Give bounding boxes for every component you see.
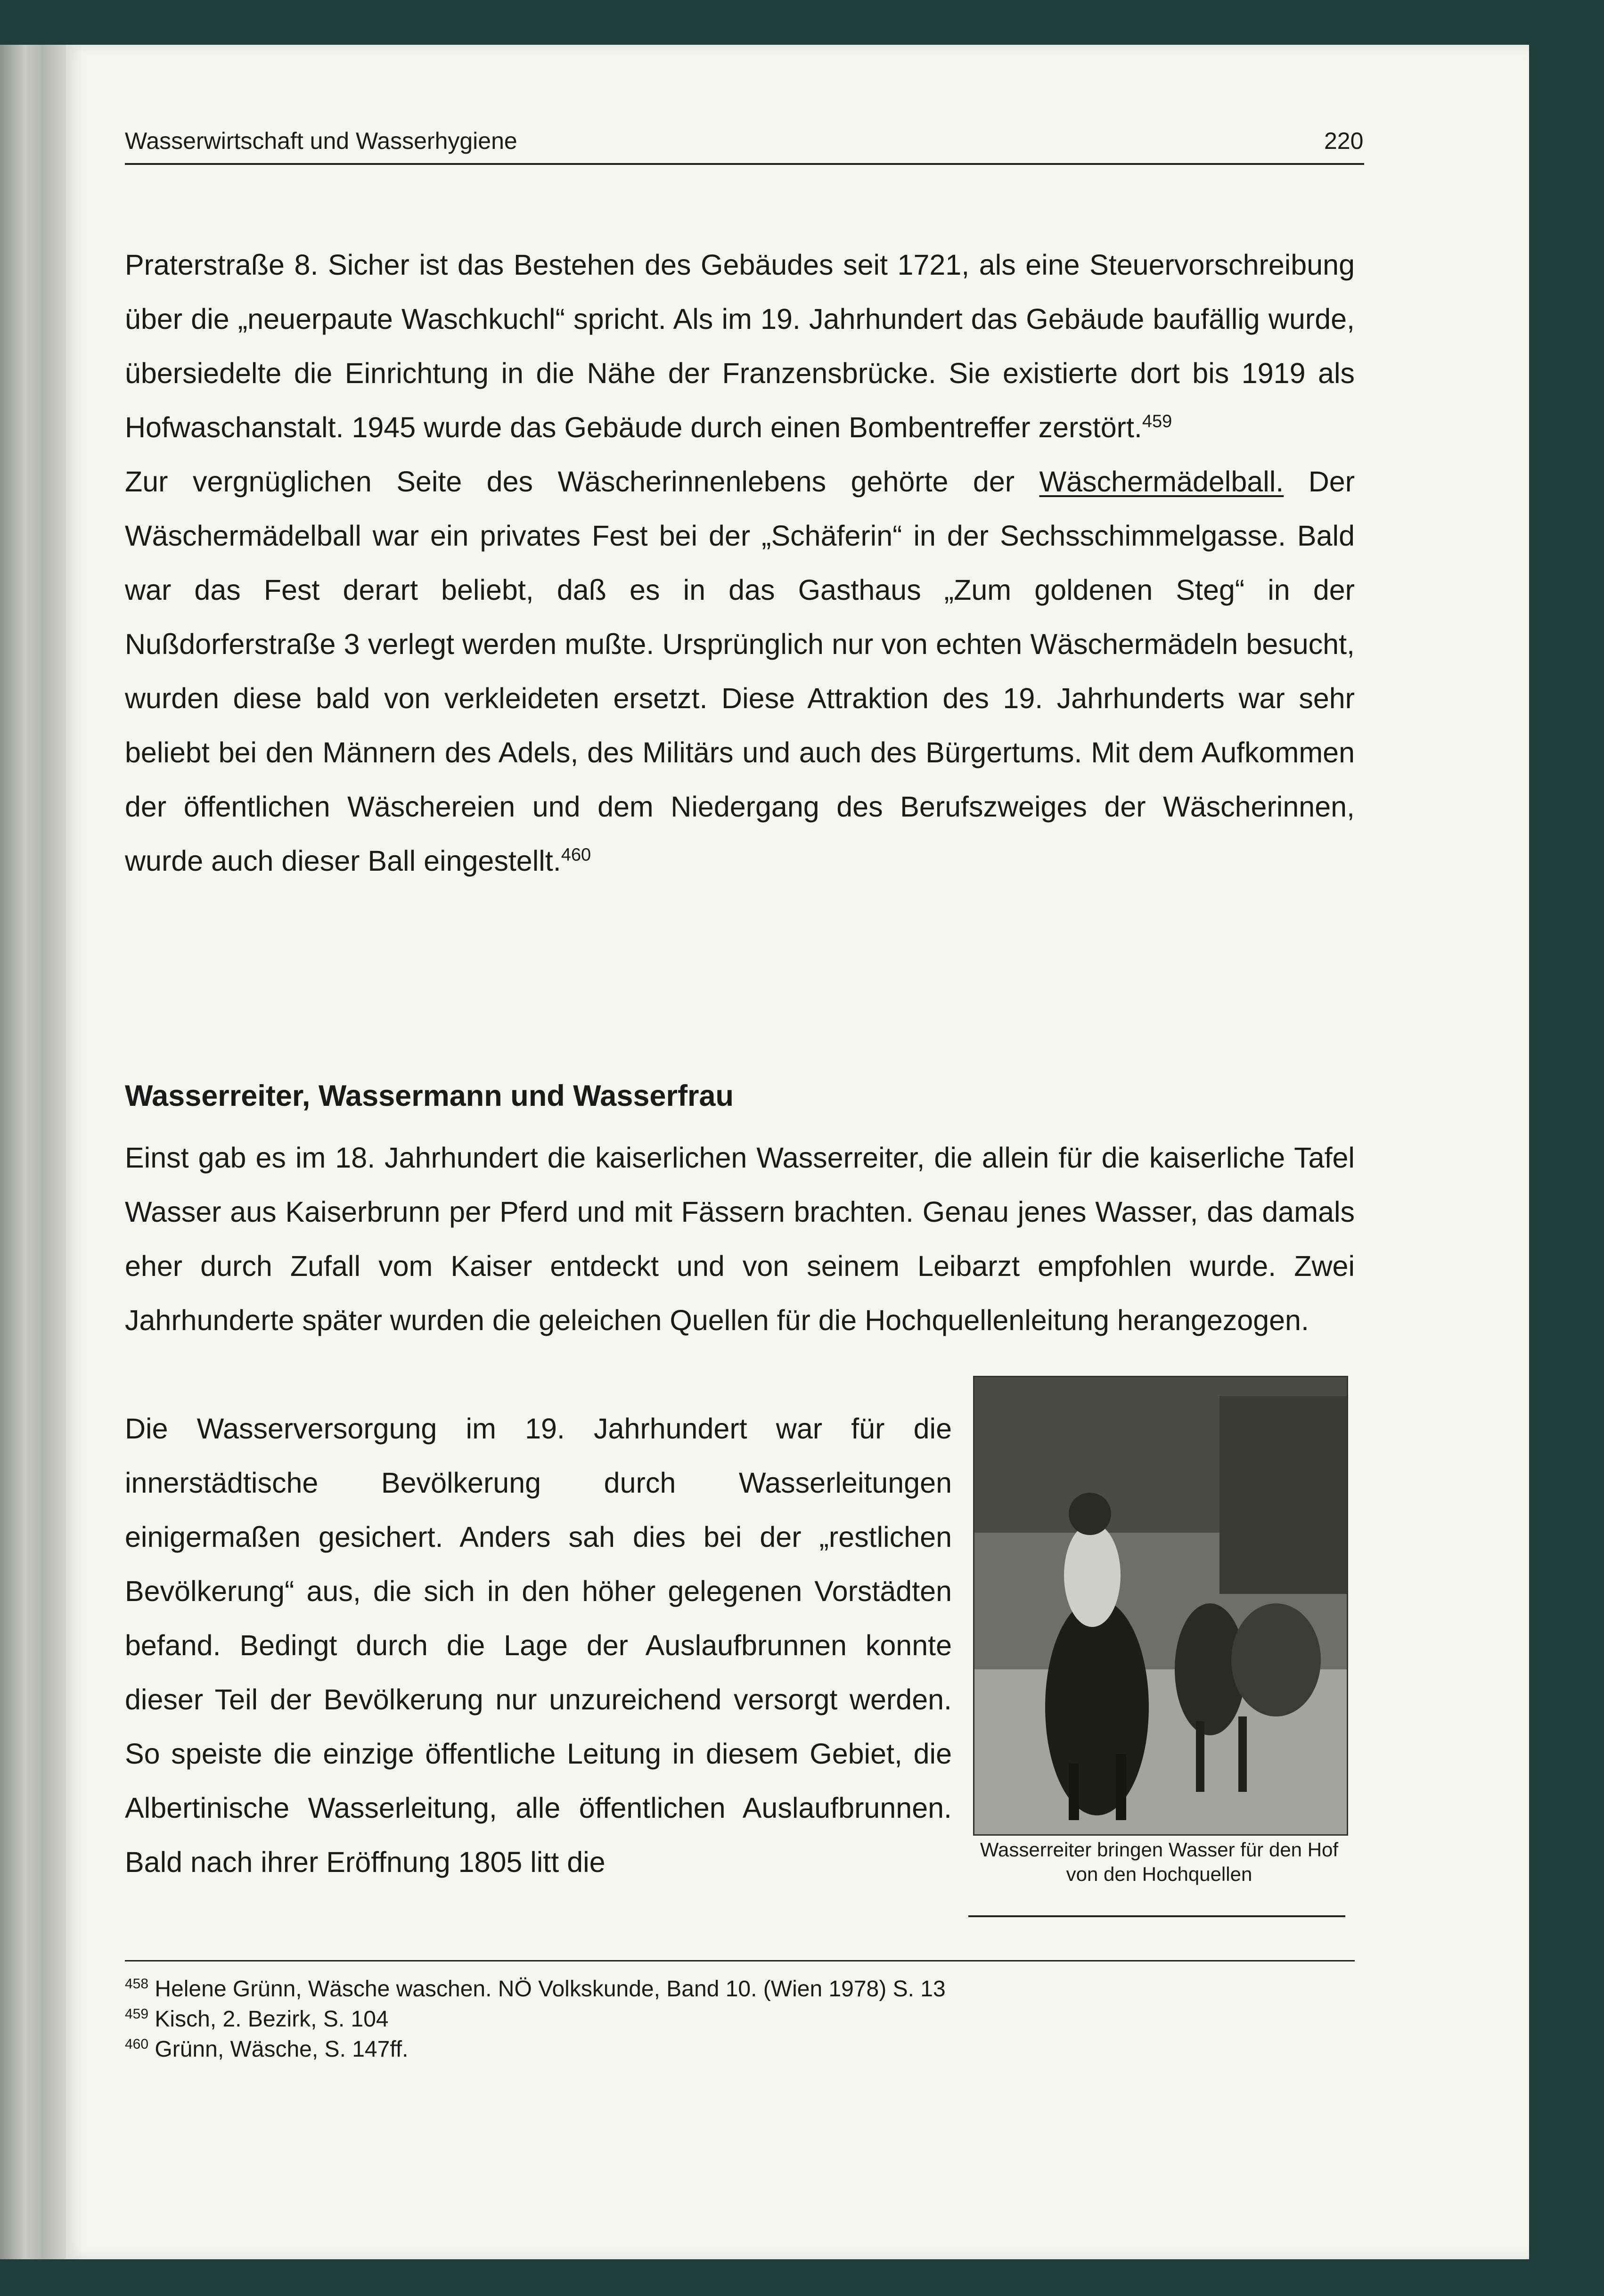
footnote-number: 458 (125, 1976, 149, 1992)
paragraph-hofwaschanstalt (125, 238, 1355, 455)
paragraph-ball-intro (125, 455, 1355, 888)
page-number: 220 (1324, 128, 1364, 154)
paragraph-text: Einst gab es im 18. Jahrhundert die kaiserlichen Wasserreiter, die allein für die kaiserliche Tafel Wasser aus Kaiserbrunn per Pferd und mit Fässern brachten. Genau jenes Wasser, das damals eher durch Zufall vom Kaiser entdeckt und von seinem Leibarzt empfohlen wurde. Zwei Jahrhunderte später wurden die geleichen Quellen für die Hochquellenleitung herangezogen. (125, 1142, 1355, 1336)
paragraph-text: Die Wasserversorgung im 19. Jahrhundert war für die innerstädtische Bevölkerung durch Wasserleitungen einigermaßen gesichert. Anders sah dies bei der „restlichen Bevölkerung“ aus, die sich in den höher gelegenen Vorstädten befand. Bedingt durch die Lage der Auslaufbrunnen konnte dieser Teil der Bevölkerung nur unzureichend versorgt werden. So speiste die einzige öffentliche Leitung in diesem Gebiet, die Albertinische Wasserleitung, alle öffentlichen Auslaufbrunnen. Bald nach ihrer Eröffnung 1805 litt die (125, 1413, 952, 1878)
footnote-number: 459 (125, 2006, 149, 2022)
section-paragraph-1 (125, 1131, 1355, 1348)
paragraph-text: Der Wäschermädelball war ein privates Fest bei der „Schäferin“ in der Sechsschimmelgasse. Bald war das Fest derart beliebt, daß es in das Gasthaus „Zum goldenen Steg“ in der Nußdorferstraße 3 verlegt werden mußte. Ursprünglich nur von echten Wäschermädeln besucht, wurden diese bald von verkleideten ersetzt. Diese Attraktion des 19. Jahrhunderts war sehr beliebt bei den Männern des Adels, des Militärs und auch des Bürgertums. Mit dem Aufkommen der öffentlichen Wäschereien und dem Niedergang des Berufszweiges der Wäscherinnen, wurde auch dieser Ball eingestellt. (125, 466, 1355, 877)
paragraph-text: Praterstraße 8. Sicher ist das Bestehen des Gebäudes seit 1721, als eine Steuervorschreibung über die „neuerpaute Waschkuchl“ spricht. Als im 19. Jahrhundert das Gebäude baufällig wurde, übersiedelte die Einrichtung in die Nähe der Franzensbrücke. Sie existierte dort bis 1919 als Hofwaschanstalt. 1945 wurde das Gebäude durch einen Bombentreffer zerstört. (125, 249, 1355, 443)
footnote-text: Grünn, Wäsche, S. 147ff. (155, 2037, 409, 2062)
footnote-number: 460 (125, 2036, 149, 2052)
paragraph-text: Zur vergnüglichen Seite des Wäscherinnenlebens gehörte der (125, 466, 1015, 498)
footnote-ref-460: 460 (561, 845, 591, 865)
footnote-rule (125, 1960, 1355, 1961)
top-text-block (125, 238, 1355, 888)
footnote-460 (125, 2035, 946, 2065)
caption-rule (968, 1915, 1345, 1917)
photo-illustration (974, 1377, 1347, 1834)
footnote-text: Helene Grünn, Wäsche waschen. NÖ Volkskunde, Band 10. (Wien 1978) S. 13 (155, 1977, 946, 2002)
wasserreiter-photo (973, 1376, 1348, 1836)
footnotes (125, 1974, 946, 2065)
header-title: Wasserwirtschaft und Wasserhygiene (125, 128, 517, 154)
header-rule (125, 163, 1364, 165)
footnote-ref-459: 459 (1142, 411, 1172, 432)
section-heading: Wasserreiter, Wassermann und Wasserfrau (125, 1079, 734, 1112)
book-left-pages-edge (0, 45, 71, 2259)
section-paragraph-2 (125, 1402, 952, 1889)
footnote-458 (125, 1974, 946, 2004)
footnote-text: Kisch, 2. Bezirk, S. 104 (155, 2007, 389, 2032)
photo-caption: Wasserreiter bringen Wasser für den Hof von den Hochquellen (980, 1838, 1339, 1885)
underlined-term: Wäschermädelball. (1039, 466, 1284, 498)
footnote-459 (125, 2004, 946, 2035)
